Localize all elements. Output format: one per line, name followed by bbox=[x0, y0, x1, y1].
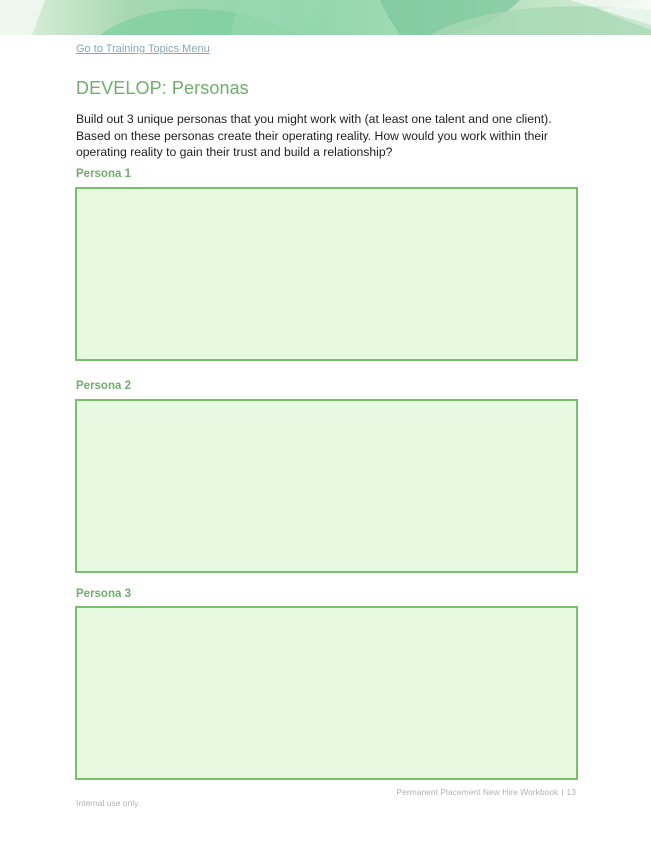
persona-1-label: Persona 1 bbox=[76, 168, 131, 180]
footer-workbook-title: Permanent Placement New Hire Workbook bbox=[396, 787, 559, 797]
persona-3-response-box[interactable] bbox=[75, 606, 578, 780]
page-title: DEVELOP: Personas bbox=[76, 78, 249, 98]
persona-2-response-box[interactable] bbox=[75, 399, 578, 573]
footer-page-number: 13 bbox=[566, 787, 576, 797]
persona-2-label: Persona 2 bbox=[76, 380, 131, 392]
instructions-text: Build out 3 unique personas that you might work with (at least one talent and one client). Based on these personas create their operating reality. How would you work within their operating reality to gain their trust and build a relationship? bbox=[76, 112, 552, 159]
footer-separator: | bbox=[561, 787, 564, 797]
header-decorative-band bbox=[0, 0, 651, 35]
persona-1-response-box[interactable] bbox=[75, 187, 578, 361]
footer-internal-notice: Internal use only. bbox=[76, 798, 141, 808]
training-topics-menu-link[interactable]: Go to Training Topics Menu bbox=[76, 43, 210, 55]
footer-workbook-info bbox=[396, 787, 576, 797]
persona-3-label: Persona 3 bbox=[76, 588, 131, 600]
